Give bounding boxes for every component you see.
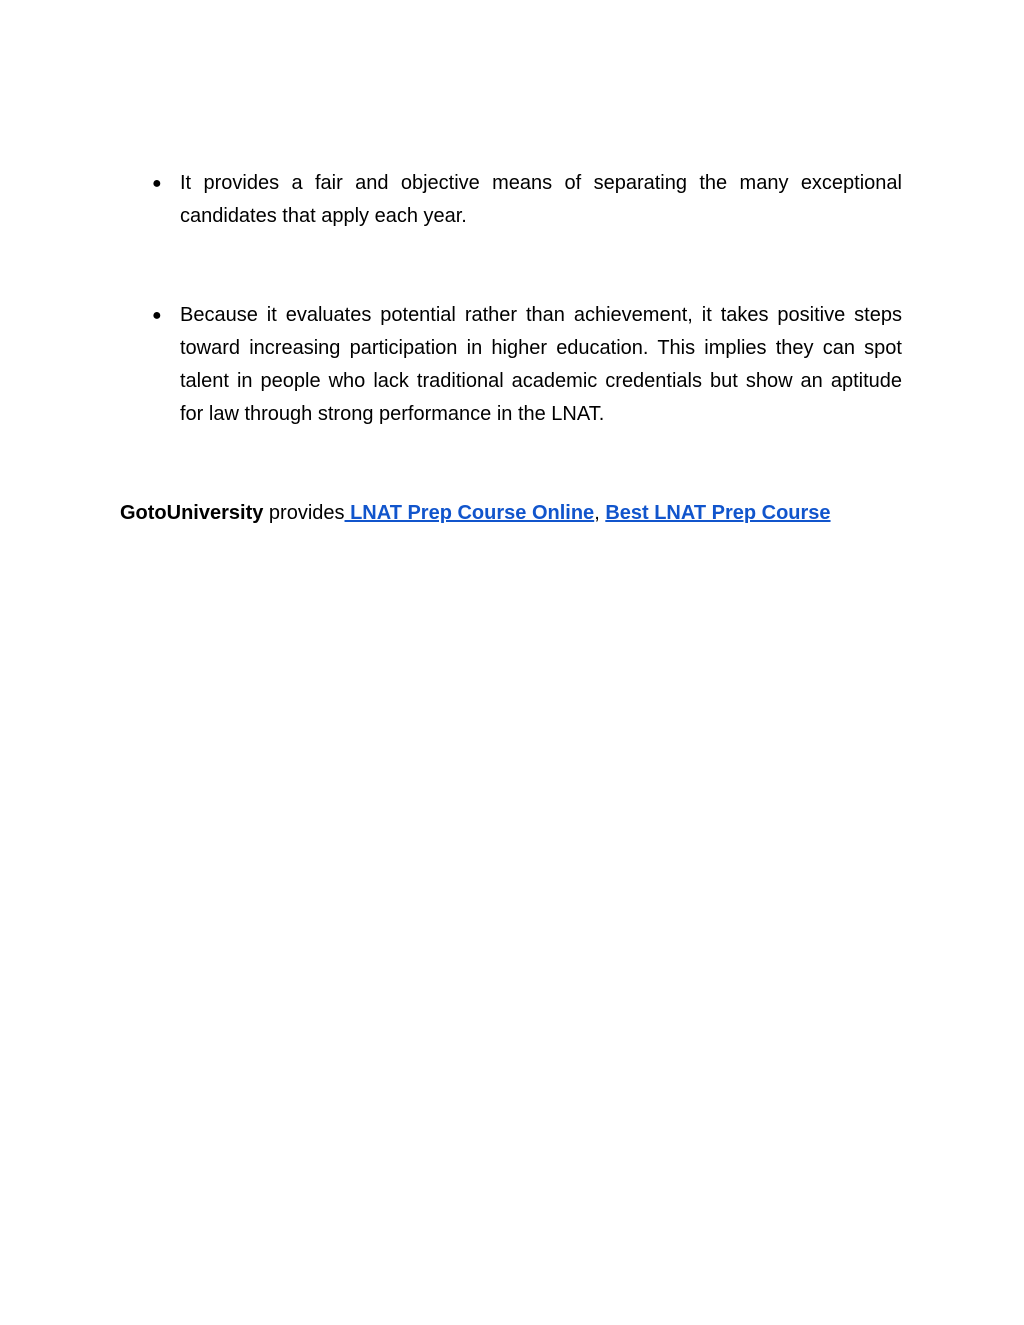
bullet-marker: ● [152, 175, 162, 192]
bullet-text: Because it evaluates potential rather than achievement, it takes positive steps toward increasing participation in higher education. This implies they can spot talent in people who lack traditional academic credentials but show an aptitude for law through strong performance in the LNAT. [180, 304, 902, 425]
lnat-prep-course-online-link[interactable]: LNAT Prep Course Online [344, 502, 595, 524]
bullet-list [150, 167, 902, 431]
bullet-text: It provides a fair and objective means of separating the many exceptional candidates that apply each year. [180, 172, 902, 227]
best-lnat-prep-course-link[interactable]: Best LNAT Prep Course [605, 502, 831, 524]
brand-name: GotoUniversity [120, 502, 264, 524]
bullet-item-fair-means [150, 167, 902, 233]
bullet-item-potential [150, 299, 902, 431]
footer-promo-line [120, 497, 920, 530]
provides-text: provides [263, 502, 345, 524]
bullet-marker: ● [152, 307, 162, 324]
link-separator: , [594, 502, 606, 524]
